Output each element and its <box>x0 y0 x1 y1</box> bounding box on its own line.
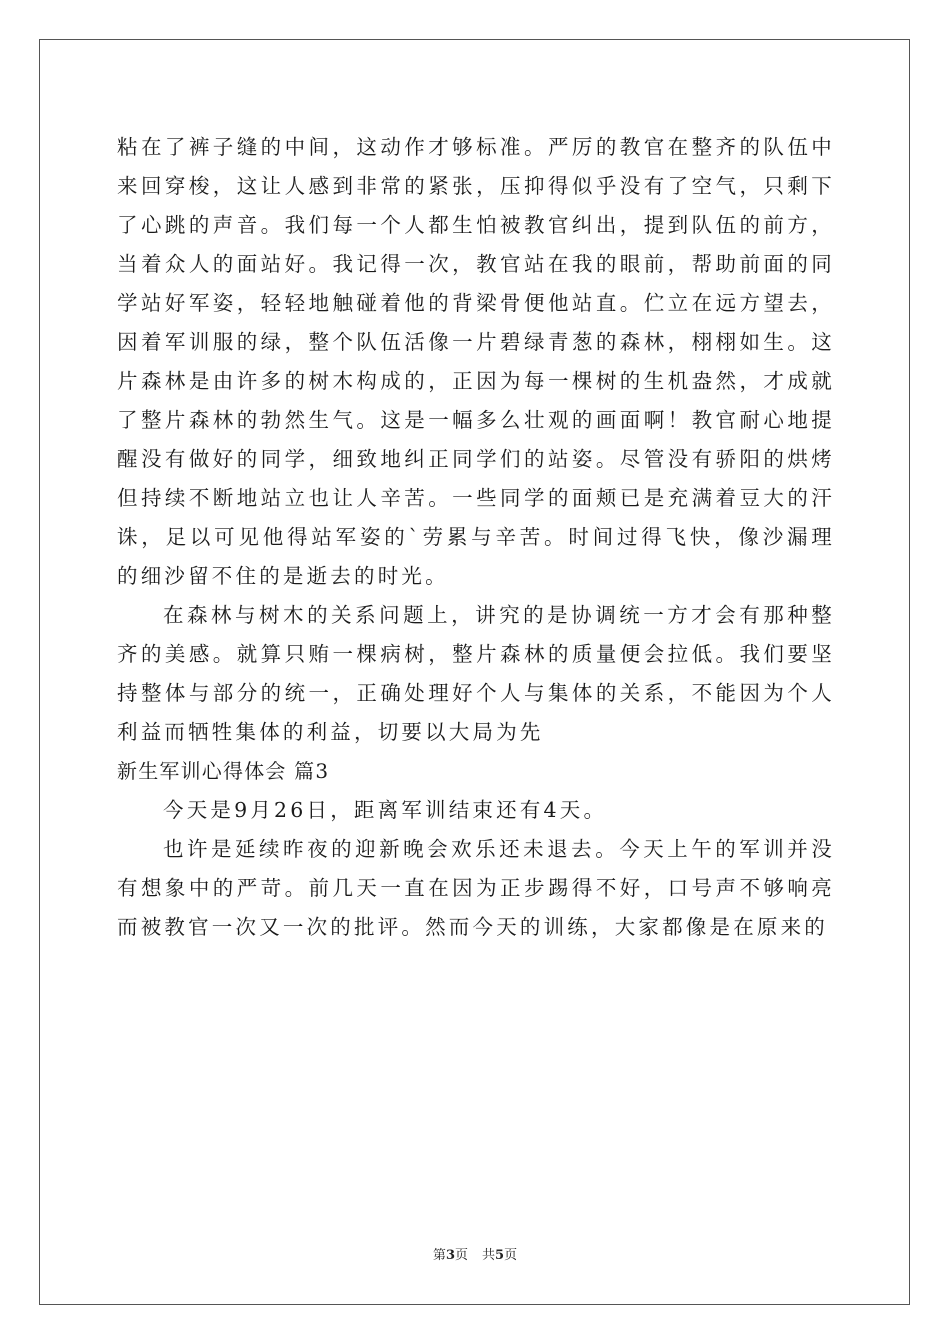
paragraph-4: 也许是延续昨夜的迎新晚会欢乐还未退去。今天上午的军训并没有想象中的严苛。前几天一直在因为正步踢得不好，口号声不够响亮而被教官一次又一次的批评。然而今天的训练，大家都像是在原来的 <box>117 837 835 939</box>
paragraph-2: 在森林与树木的关系问题上，讲究的是协调统一方才会有那种整齐的美感。就算只贿一棵病树，整片森林的质量便会拉低。我们要坚持整体与部分的统一，正确处理好个人与集体的关系，不能因为个人利益而牺牲集体的利益，切要以大局为先 <box>117 603 835 744</box>
total-prefix: 共 <box>482 1248 496 1263</box>
paragraph-1: 粘在了裤子缝的中间，这动作才够标准。严厉的教官在整齐的队伍中来回穿梭，这让人感到非常的紧张，压抑得似乎没有了空气，只剩下了心跳的声音。我们每一个人都生怕被教官纠出，提到队伍的前方，当着众人的面站好。我记得一次，教官站在我的眼前，帮助前面的同学站好军姿，轻轻地触碰着他的背梁骨便他站直。伫立在远方望去，因着军训服的绿，整个队伍活像一片碧绿青葱的森林，栩栩如生。这片森林是由许多的树木构成的，正因为每一棵树的生机盎然，才成就了整片森林的勃然生气。这是一幅多么壮观的画面啊！教官耐心地提醒没有做好的同学，细致地纠正同学们的站姿。尽管没有骄阳的烘烤但持续不断地站立也让人辛苦。一些同学的面颊已是充满着豆大的汗诛，足以可见他得站军姿的`劳累与辛苦。时间过得飞快，像沙漏理的细沙留不住的是逝去的时光。 <box>117 135 835 588</box>
total-suffix: 页 <box>504 1248 518 1263</box>
section-heading: 新生军训心得体会 篇3 <box>117 759 330 783</box>
document-body <box>117 128 835 947</box>
page-footer <box>0 1247 950 1265</box>
page-prefix: 第 <box>432 1248 446 1263</box>
paragraph-3: 今天是9月26日，距离军训结束还有4天。 <box>163 798 608 822</box>
page-number: 3 <box>445 1248 455 1263</box>
page-suffix: 页 <box>454 1248 468 1263</box>
total-pages: 5 <box>495 1248 505 1263</box>
